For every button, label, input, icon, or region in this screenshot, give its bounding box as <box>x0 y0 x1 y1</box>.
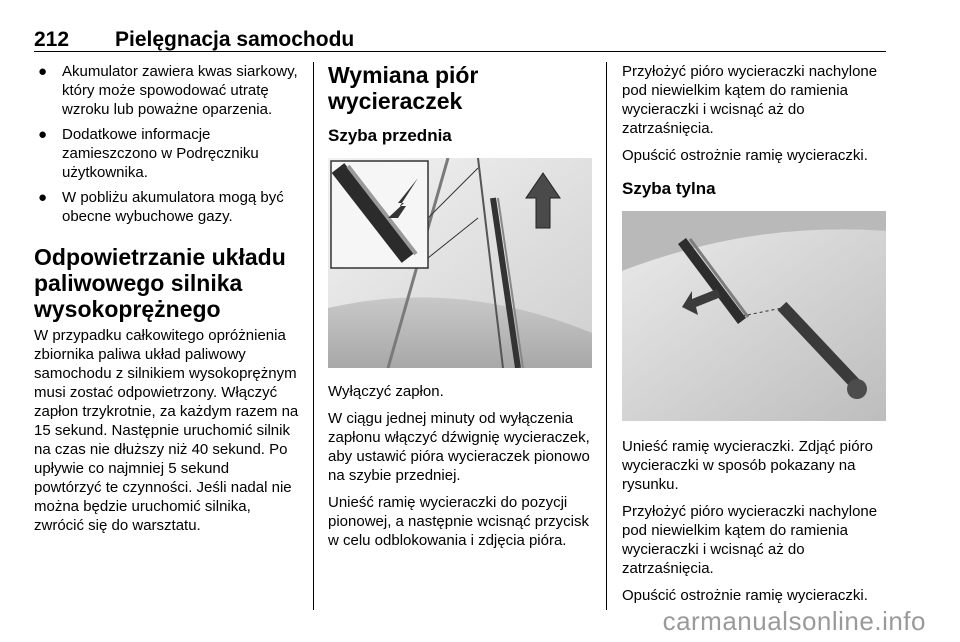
bullet-icon: ● <box>38 63 48 80</box>
column-2 <box>328 62 592 558</box>
rear-wiper-illustration <box>622 211 886 421</box>
rear-step-1: Unieść ramię wycieraczki. Zdjąć pióro wycieraczki w sposób pokazany na rysunku. <box>622 438 873 493</box>
windscreen-step-2: W ciągu jednej minuty od wyłączenia zapłonu włączyć dźwignię wycieraczek, aby ustawić pióra wycieraczek pionowo na szybie przedniej. <box>328 410 590 484</box>
windscreen-step-3: Unieść ramię wycieraczki do pozycji pionowej, a następnie wcisnąć przycisk w celu odblokowania i zdjęcia pióra. <box>328 494 589 549</box>
battery-warning-list <box>34 62 300 226</box>
header-rule <box>34 51 886 52</box>
windscreen-step-5: Opuścić ostrożnie ramię wycieraczki. <box>622 147 868 164</box>
windscreen-wiper-illustration <box>328 158 592 368</box>
column-divider-1 <box>313 62 314 610</box>
list-item <box>34 188 300 226</box>
bullet-icon: ● <box>38 189 48 206</box>
column-divider-2 <box>606 62 607 610</box>
subtitle-windscreen: Szyba przednia <box>328 126 452 145</box>
list-item-text: Dodatkowe informacje zamieszczono w Podręczniku użytkownika. <box>62 126 259 181</box>
page-header <box>34 28 886 50</box>
section-text-diesel-bleeding: W przypadku całkowitego opróżnienia zbiornika paliwa układ paliwowy samochodu z silnikiem wysokoprężnym musi zostać odpowietrzony. Włączyć zapłon trzykrotnie, za każdym razem na 15 sekund. Następnie uruchomić silnik na czas nie dłuższy niż 40 sekund. Po upływie co najmniej 5 sekund powtórzyć te czynności. Jeśli nadal nie można będzie uruchomić silnika, zwrócić się do warsztatu. <box>34 327 299 534</box>
section-title-wiper-blades: Wymiana piór wycieraczek <box>328 62 479 114</box>
rear-step-2: Przyłożyć pióro wycieraczki nachylone pod niewielkim kątem do ramienia wycieraczki i wcisnąć aż do zatrzaśnięcia. <box>622 503 878 577</box>
list-item-text: Akumulator zawiera kwas siarkowy, który może spowodować utratę wzroku lub poważne oparzenia. <box>62 63 298 118</box>
page-number: 212 <box>34 28 70 51</box>
list-item <box>34 62 300 119</box>
chapter-title: Pielęgnacja samochodu <box>115 28 355 51</box>
bullet-icon: ● <box>38 126 48 143</box>
list-item-text: W pobliżu akumulatora mogą być obecne wybuchowe gazy. <box>62 189 284 225</box>
windscreen-step-1: Wyłączyć zapłon. <box>328 383 444 400</box>
column-3 <box>622 62 886 613</box>
subtitle-rear-window: Szyba tylna <box>622 179 716 198</box>
windscreen-step-4: Przyłożyć pióro wycieraczki nachylone pod niewielkim kątem do ramienia wycieraczki i wcisnąć aż do zatrzaśnięcia. <box>622 63 878 137</box>
rear-step-3: Opuścić ostrożnie ramię wycieraczki. <box>622 587 868 604</box>
list-item <box>34 125 300 182</box>
column-1 <box>34 62 300 543</box>
section-title-diesel-bleeding: Odpowietrzanie układu paliwowego silnika wysokoprężnego <box>34 244 286 322</box>
watermark: carmanualsonline.info <box>662 606 926 636</box>
